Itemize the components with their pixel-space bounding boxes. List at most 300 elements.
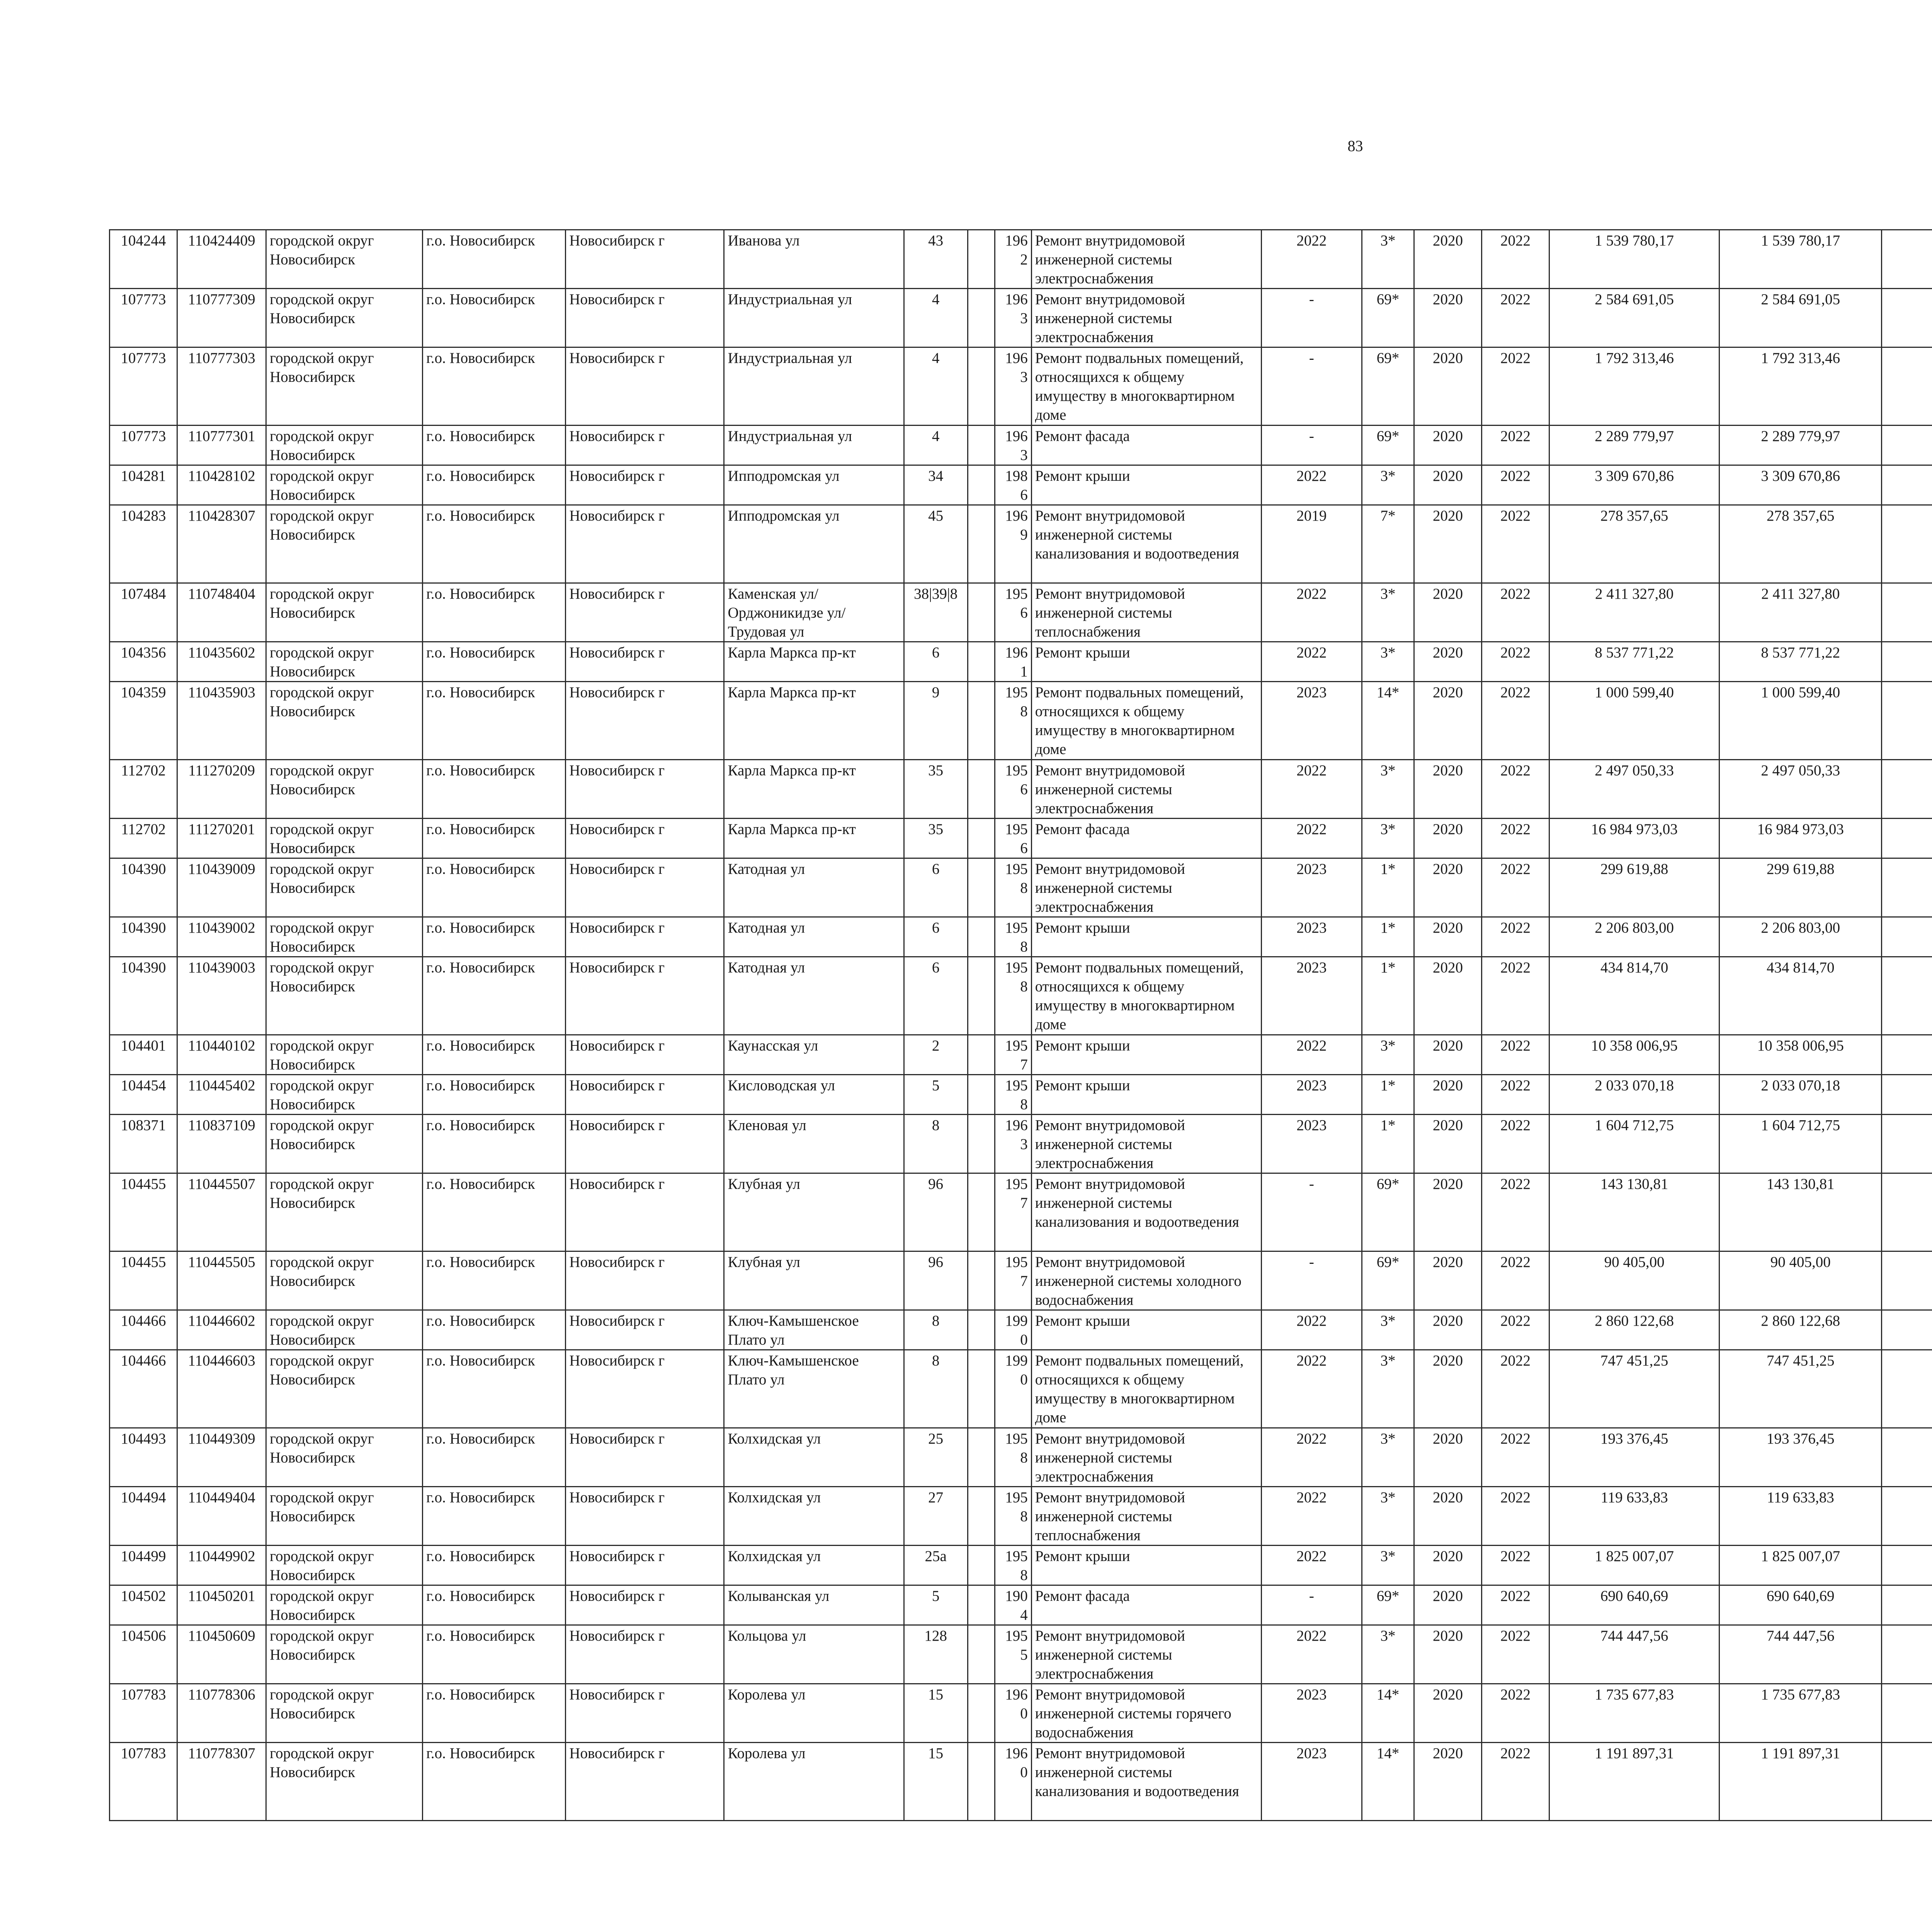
object-id-cell: 104244	[110, 230, 177, 289]
federal-budget-cell	[1882, 642, 1932, 682]
municipality-cell: г.о. Новосибирск	[423, 289, 566, 347]
federal-budget-cell	[1882, 1428, 1932, 1487]
plan-start-year-cell: 2020	[1414, 426, 1481, 465]
criterion-code-cell: 3*	[1362, 230, 1414, 289]
previous-repair-year-cell: 2022	[1261, 465, 1362, 505]
criterion-code-cell: 1*	[1362, 858, 1414, 917]
year-built-cell: 1956	[995, 760, 1031, 819]
work-type-cell: Ремонт подвальных помещений, относящихся к общему имуществу в многоквартирном доме	[1031, 1350, 1261, 1428]
federal-budget-cell	[1882, 819, 1932, 858]
building-letter-cell	[968, 858, 995, 917]
work-id-cell: 111270209	[177, 760, 266, 819]
fund-amount-cell: 2 289 779,97	[1719, 426, 1882, 465]
year-built-cell: 1904	[995, 1585, 1031, 1625]
plan-end-year-cell: 2022	[1482, 1743, 1549, 1821]
total-cost-cell: 8 537 771,22	[1549, 642, 1719, 682]
locality-cell: Новосибирск г	[566, 1035, 724, 1075]
year-built-cell: 1958	[995, 917, 1031, 957]
locality-cell: Новосибирск г	[566, 819, 724, 858]
plan-end-year-cell: 2022	[1482, 289, 1549, 347]
fund-amount-cell: 1 825 007,07	[1719, 1546, 1882, 1585]
work-type-cell: Ремонт подвальных помещений, относящихся к общему имуществу в многоквартирном доме	[1031, 957, 1261, 1035]
building-letter-cell	[968, 642, 995, 682]
locality-cell: Новосибирск г	[566, 289, 724, 347]
object-id-cell: 107773	[110, 426, 177, 465]
municipal-district-cell: городской округ Новосибирск	[266, 583, 423, 642]
house-number-cell: 43	[904, 230, 968, 289]
plan-end-year-cell: 2022	[1482, 1585, 1549, 1625]
municipality-cell: г.о. Новосибирск	[423, 1743, 566, 1821]
plan-end-year-cell: 2022	[1482, 1251, 1549, 1310]
house-number-cell: 128	[904, 1625, 968, 1684]
federal-budget-cell	[1882, 1035, 1932, 1075]
municipality-cell: г.о. Новосибирск	[423, 1350, 566, 1428]
building-letter-cell	[968, 230, 995, 289]
fund-amount-cell: 1 735 677,83	[1719, 1684, 1882, 1743]
federal-budget-cell	[1882, 682, 1932, 760]
total-cost-cell: 434 814,70	[1549, 957, 1719, 1035]
plan-start-year-cell: 2020	[1414, 858, 1481, 917]
building-letter-cell	[968, 1310, 995, 1350]
previous-repair-year-cell: 2023	[1261, 1075, 1362, 1115]
plan-start-year-cell: 2020	[1414, 957, 1481, 1035]
fund-amount-cell: 1 604 712,75	[1719, 1115, 1882, 1173]
federal-budget-cell	[1882, 760, 1932, 819]
house-number-cell: 35	[904, 819, 968, 858]
object-id-cell: 112702	[110, 760, 177, 819]
plan-start-year-cell: 2020	[1414, 1743, 1481, 1821]
plan-end-year-cell: 2022	[1482, 1173, 1549, 1251]
municipal-district-cell: городской округ Новосибирск	[266, 1035, 423, 1075]
fund-amount-cell: 2 860 122,68	[1719, 1310, 1882, 1350]
table-row	[110, 1251, 1932, 1310]
previous-repair-year-cell: 2023	[1261, 1743, 1362, 1821]
previous-repair-year-cell: -	[1261, 1585, 1362, 1625]
locality-cell: Новосибирск г	[566, 1743, 724, 1821]
street-cell: Карла Маркса пр-кт	[724, 819, 904, 858]
table-row	[110, 917, 1932, 957]
object-id-cell: 104499	[110, 1546, 177, 1585]
street-cell: Колхидская ул	[724, 1428, 904, 1487]
municipal-district-cell: городской округ Новосибирск	[266, 1743, 423, 1821]
work-id-cell: 110449404	[177, 1487, 266, 1546]
criterion-code-cell: 14*	[1362, 1684, 1414, 1743]
criterion-code-cell: 3*	[1362, 1487, 1414, 1546]
municipality-cell: г.о. Новосибирск	[423, 1035, 566, 1075]
building-letter-cell	[968, 682, 995, 760]
work-id-cell: 110777309	[177, 289, 266, 347]
table-row	[110, 426, 1932, 465]
work-id-cell: 110778306	[177, 1684, 266, 1743]
fund-amount-cell: 690 640,69	[1719, 1585, 1882, 1625]
criterion-code-cell: 69*	[1362, 426, 1414, 465]
street-cell: Кольцова ул	[724, 1625, 904, 1684]
year-built-cell: 1958	[995, 957, 1031, 1035]
table-row	[110, 682, 1932, 760]
work-id-cell: 110837109	[177, 1115, 266, 1173]
work-type-cell: Ремонт внутридомовой инженерной системы электроснабжения	[1031, 1625, 1261, 1684]
criterion-code-cell: 14*	[1362, 1743, 1414, 1821]
total-cost-cell: 90 405,00	[1549, 1251, 1719, 1310]
work-type-cell: Ремонт подвальных помещений, относящихся к общему имуществу в многоквартирном доме	[1031, 347, 1261, 426]
plan-start-year-cell: 2020	[1414, 1350, 1481, 1428]
work-id-cell: 110439009	[177, 858, 266, 917]
previous-repair-year-cell: 2022	[1261, 760, 1362, 819]
municipal-district-cell: городской округ Новосибирск	[266, 1350, 423, 1428]
work-id-cell: 110449902	[177, 1546, 266, 1585]
street-cell: Карла Маркса пр-кт	[724, 682, 904, 760]
object-id-cell: 107783	[110, 1684, 177, 1743]
work-id-cell: 110428307	[177, 505, 266, 583]
work-id-cell: 110748404	[177, 583, 266, 642]
federal-budget-cell	[1882, 957, 1932, 1035]
year-built-cell: 1990	[995, 1350, 1031, 1428]
building-letter-cell	[968, 957, 995, 1035]
total-cost-cell: 2 497 050,33	[1549, 760, 1719, 819]
street-cell: Каменская ул/Орджоникидзе ул/Трудовая ул	[724, 583, 904, 642]
year-built-cell: 1957	[995, 1251, 1031, 1310]
work-type-cell: Ремонт фасада	[1031, 1585, 1261, 1625]
locality-cell: Новосибирск г	[566, 505, 724, 583]
plan-start-year-cell: 2020	[1414, 917, 1481, 957]
municipal-district-cell: городской округ Новосибирск	[266, 1173, 423, 1251]
municipality-cell: г.о. Новосибирск	[423, 819, 566, 858]
municipality-cell: г.о. Новосибирск	[423, 347, 566, 426]
municipality-cell: г.о. Новосибирск	[423, 957, 566, 1035]
municipality-cell: г.о. Новосибирск	[423, 682, 566, 760]
total-cost-cell: 119 633,83	[1549, 1487, 1719, 1546]
previous-repair-year-cell: 2023	[1261, 1684, 1362, 1743]
street-cell: Клубная ул	[724, 1173, 904, 1251]
plan-start-year-cell: 2020	[1414, 505, 1481, 583]
object-id-cell: 104359	[110, 682, 177, 760]
table-row	[110, 1035, 1932, 1075]
federal-budget-cell	[1882, 426, 1932, 465]
municipality-cell: г.о. Новосибирск	[423, 642, 566, 682]
work-type-cell: Ремонт внутридомовой инженерной системы электроснабжения	[1031, 289, 1261, 347]
fund-amount-cell: 16 984 973,03	[1719, 819, 1882, 858]
fund-amount-cell: 2 584 691,05	[1719, 289, 1882, 347]
municipal-district-cell: городской округ Новосибирск	[266, 289, 423, 347]
municipal-district-cell: городской округ Новосибирск	[266, 230, 423, 289]
object-id-cell: 104455	[110, 1251, 177, 1310]
object-id-cell: 107773	[110, 289, 177, 347]
municipality-cell: г.о. Новосибирск	[423, 1546, 566, 1585]
table-row	[110, 858, 1932, 917]
plan-start-year-cell: 2020	[1414, 642, 1481, 682]
previous-repair-year-cell: 2019	[1261, 505, 1362, 583]
federal-budget-cell	[1882, 230, 1932, 289]
plan-start-year-cell: 2020	[1414, 1035, 1481, 1075]
street-cell: Карла Маркса пр-кт	[724, 642, 904, 682]
municipality-cell: г.о. Новосибирск	[423, 1585, 566, 1625]
federal-budget-cell	[1882, 1310, 1932, 1350]
work-type-cell: Ремонт крыши	[1031, 917, 1261, 957]
locality-cell: Новосибирск г	[566, 1625, 724, 1684]
street-cell: Катодная ул	[724, 858, 904, 917]
plan-end-year-cell: 2022	[1482, 505, 1549, 583]
municipality-cell: г.о. Новосибирск	[423, 917, 566, 957]
plan-start-year-cell: 2020	[1414, 1625, 1481, 1684]
plan-start-year-cell: 2020	[1414, 1428, 1481, 1487]
fund-amount-cell: 143 130,81	[1719, 1173, 1882, 1251]
fund-amount-cell: 90 405,00	[1719, 1251, 1882, 1310]
locality-cell: Новосибирск г	[566, 682, 724, 760]
federal-budget-cell	[1882, 1251, 1932, 1310]
municipality-cell: г.о. Новосибирск	[423, 760, 566, 819]
year-built-cell: 1956	[995, 819, 1031, 858]
total-cost-cell: 1 735 677,83	[1549, 1684, 1719, 1743]
plan-end-year-cell: 2022	[1482, 682, 1549, 760]
total-cost-cell: 2 584 691,05	[1549, 289, 1719, 347]
criterion-code-cell: 69*	[1362, 1173, 1414, 1251]
criterion-code-cell: 3*	[1362, 642, 1414, 682]
plan-end-year-cell: 2022	[1482, 1075, 1549, 1115]
work-type-cell: Ремонт внутридомовой инженерной системы электроснабжения	[1031, 858, 1261, 917]
object-id-cell: 104390	[110, 957, 177, 1035]
work-type-cell: Ремонт внутридомовой инженерной системы канализования и водоотведения	[1031, 1173, 1261, 1251]
house-number-cell: 8	[904, 1115, 968, 1173]
previous-repair-year-cell: -	[1261, 1173, 1362, 1251]
locality-cell: Новосибирск г	[566, 1075, 724, 1115]
year-built-cell: 1955	[995, 1625, 1031, 1684]
building-letter-cell	[968, 1115, 995, 1173]
municipality-cell: г.о. Новосибирск	[423, 1251, 566, 1310]
municipality-cell: г.о. Новосибирск	[423, 1075, 566, 1115]
work-id-cell: 110777301	[177, 426, 266, 465]
municipal-district-cell: городской округ Новосибирск	[266, 1684, 423, 1743]
table-row	[110, 583, 1932, 642]
plan-end-year-cell: 2022	[1482, 347, 1549, 426]
federal-budget-cell	[1882, 1487, 1932, 1546]
locality-cell: Новосибирск г	[566, 1487, 724, 1546]
work-id-cell: 110445402	[177, 1075, 266, 1115]
work-id-cell: 110450201	[177, 1585, 266, 1625]
municipality-cell: г.о. Новосибирск	[423, 1684, 566, 1743]
work-type-cell: Ремонт внутридомовой инженерной системы электроснабжения	[1031, 760, 1261, 819]
fund-amount-cell: 10 358 006,95	[1719, 1035, 1882, 1075]
previous-repair-year-cell: 2022	[1261, 583, 1362, 642]
building-letter-cell	[968, 505, 995, 583]
object-id-cell: 104454	[110, 1075, 177, 1115]
work-type-cell: Ремонт внутридомовой инженерной системы канализования и водоотведения	[1031, 505, 1261, 583]
municipal-district-cell: городской округ Новосибирск	[266, 1251, 423, 1310]
criterion-code-cell: 69*	[1362, 1251, 1414, 1310]
federal-budget-cell	[1882, 1350, 1932, 1428]
plan-end-year-cell: 2022	[1482, 760, 1549, 819]
plan-end-year-cell: 2022	[1482, 465, 1549, 505]
work-id-cell: 111270201	[177, 819, 266, 858]
house-number-cell: 25	[904, 1428, 968, 1487]
year-built-cell: 1958	[995, 1546, 1031, 1585]
previous-repair-year-cell: 2022	[1261, 1487, 1362, 1546]
previous-repair-year-cell: 2022	[1261, 230, 1362, 289]
work-type-cell: Ремонт внутридомовой инженерной системы теплоснабжения	[1031, 1487, 1261, 1546]
locality-cell: Новосибирск г	[566, 230, 724, 289]
federal-budget-cell	[1882, 917, 1932, 957]
house-number-cell: 38|39|8	[904, 583, 968, 642]
municipality-cell: г.о. Новосибирск	[423, 1625, 566, 1684]
table-row	[110, 957, 1932, 1035]
object-id-cell: 104390	[110, 917, 177, 957]
street-cell: Колыванская ул	[724, 1585, 904, 1625]
street-cell: Катодная ул	[724, 917, 904, 957]
municipality-cell: г.о. Новосибирск	[423, 583, 566, 642]
fund-amount-cell: 1 191 897,31	[1719, 1743, 1882, 1821]
plan-end-year-cell: 2022	[1482, 230, 1549, 289]
street-cell: Клубная ул	[724, 1251, 904, 1310]
year-built-cell: 1962	[995, 230, 1031, 289]
building-letter-cell	[968, 1743, 995, 1821]
house-number-cell: 96	[904, 1173, 968, 1251]
object-id-cell: 104466	[110, 1310, 177, 1350]
municipal-district-cell: городской округ Новосибирск	[266, 1075, 423, 1115]
locality-cell: Новосибирск г	[566, 1546, 724, 1585]
year-built-cell: 1958	[995, 682, 1031, 760]
previous-repair-year-cell: -	[1261, 347, 1362, 426]
building-letter-cell	[968, 1350, 995, 1428]
municipal-district-cell: городской округ Новосибирск	[266, 642, 423, 682]
table-row	[110, 760, 1932, 819]
object-id-cell: 104494	[110, 1487, 177, 1546]
street-cell: Колхидская ул	[724, 1546, 904, 1585]
object-id-cell: 108371	[110, 1115, 177, 1173]
municipality-cell: г.о. Новосибирск	[423, 1310, 566, 1350]
year-built-cell: 1958	[995, 1428, 1031, 1487]
municipality-cell: г.о. Новосибирск	[423, 1428, 566, 1487]
work-type-cell: Ремонт крыши	[1031, 1310, 1261, 1350]
criterion-code-cell: 1*	[1362, 1115, 1414, 1173]
work-id-cell: 110778307	[177, 1743, 266, 1821]
plan-start-year-cell: 2020	[1414, 1585, 1481, 1625]
table-row	[110, 1546, 1932, 1585]
federal-budget-cell	[1882, 505, 1932, 583]
federal-budget-cell	[1882, 583, 1932, 642]
table-row	[110, 1625, 1932, 1684]
plan-start-year-cell: 2020	[1414, 583, 1481, 642]
building-letter-cell	[968, 760, 995, 819]
fund-amount-cell: 8 537 771,22	[1719, 642, 1882, 682]
table-row	[110, 1428, 1932, 1487]
municipality-cell: г.о. Новосибирск	[423, 1173, 566, 1251]
building-letter-cell	[968, 465, 995, 505]
locality-cell: Новосибирск г	[566, 760, 724, 819]
previous-repair-year-cell: 2022	[1261, 819, 1362, 858]
plan-start-year-cell: 2020	[1414, 1173, 1481, 1251]
house-number-cell: 6	[904, 858, 968, 917]
year-built-cell: 1960	[995, 1743, 1031, 1821]
federal-budget-cell	[1882, 1075, 1932, 1115]
table-row	[110, 1350, 1932, 1428]
previous-repair-year-cell: 2022	[1261, 1310, 1362, 1350]
work-type-cell: Ремонт крыши	[1031, 1075, 1261, 1115]
object-id-cell: 104283	[110, 505, 177, 583]
house-number-cell: 6	[904, 917, 968, 957]
work-type-cell: Ремонт внутридомовой инженерной системы горячего водоснабжения	[1031, 1684, 1261, 1743]
previous-repair-year-cell: 2022	[1261, 1428, 1362, 1487]
federal-budget-cell	[1882, 1743, 1932, 1821]
house-number-cell: 35	[904, 760, 968, 819]
work-id-cell: 110450609	[177, 1625, 266, 1684]
criterion-code-cell: 14*	[1362, 682, 1414, 760]
plan-end-year-cell: 2022	[1482, 1487, 1549, 1546]
municipality-cell: г.о. Новосибирск	[423, 505, 566, 583]
house-number-cell: 6	[904, 957, 968, 1035]
street-cell: Индустриальная ул	[724, 289, 904, 347]
previous-repair-year-cell: 2022	[1261, 1035, 1362, 1075]
work-type-cell: Ремонт фасада	[1031, 819, 1261, 858]
total-cost-cell: 3 309 670,86	[1549, 465, 1719, 505]
previous-repair-year-cell: 2022	[1261, 642, 1362, 682]
municipal-district-cell: городской округ Новосибирск	[266, 1546, 423, 1585]
object-id-cell: 104390	[110, 858, 177, 917]
locality-cell: Новосибирск г	[566, 426, 724, 465]
year-built-cell: 1990	[995, 1310, 1031, 1350]
table-row	[110, 1684, 1932, 1743]
previous-repair-year-cell: -	[1261, 1251, 1362, 1310]
criterion-code-cell: 1*	[1362, 917, 1414, 957]
total-cost-cell: 690 640,69	[1549, 1585, 1719, 1625]
object-id-cell: 107773	[110, 347, 177, 426]
work-type-cell: Ремонт внутридомовой инженерной системы электроснабжения	[1031, 230, 1261, 289]
building-letter-cell	[968, 583, 995, 642]
total-cost-cell: 2 206 803,00	[1549, 917, 1719, 957]
plan-start-year-cell: 2020	[1414, 347, 1481, 426]
house-number-cell: 15	[904, 1743, 968, 1821]
plan-start-year-cell: 2020	[1414, 465, 1481, 505]
work-id-cell: 110439002	[177, 917, 266, 957]
total-cost-cell: 2 860 122,68	[1549, 1310, 1719, 1350]
locality-cell: Новосибирск г	[566, 1428, 724, 1487]
municipal-district-cell: городской округ Новосибирск	[266, 505, 423, 583]
street-cell: Ключ-Камышенское Плато ул	[724, 1310, 904, 1350]
building-letter-cell	[968, 1684, 995, 1743]
municipal-district-cell: городской округ Новосибирск	[266, 858, 423, 917]
year-built-cell: 1963	[995, 289, 1031, 347]
house-number-cell: 96	[904, 1251, 968, 1310]
table-row	[110, 1075, 1932, 1115]
plan-end-year-cell: 2022	[1482, 1310, 1549, 1350]
year-built-cell: 1963	[995, 347, 1031, 426]
street-cell: Индустриальная ул	[724, 347, 904, 426]
municipality-cell: г.о. Новосибирск	[423, 465, 566, 505]
work-id-cell: 110435903	[177, 682, 266, 760]
work-type-cell: Ремонт фасада	[1031, 426, 1261, 465]
house-number-cell: 4	[904, 289, 968, 347]
locality-cell: Новосибирск г	[566, 1173, 724, 1251]
previous-repair-year-cell: -	[1261, 426, 1362, 465]
plan-start-year-cell: 2020	[1414, 1487, 1481, 1546]
criterion-code-cell: 3*	[1362, 760, 1414, 819]
fund-amount-cell: 2 497 050,33	[1719, 760, 1882, 819]
plan-start-year-cell: 2020	[1414, 1684, 1481, 1743]
fund-amount-cell: 193 376,45	[1719, 1428, 1882, 1487]
building-letter-cell	[968, 1487, 995, 1546]
plan-end-year-cell: 2022	[1482, 426, 1549, 465]
fund-amount-cell: 1 000 599,40	[1719, 682, 1882, 760]
municipal-district-cell: городской округ Новосибирск	[266, 760, 423, 819]
plan-start-year-cell: 2020	[1414, 1075, 1481, 1115]
plan-start-year-cell: 2020	[1414, 289, 1481, 347]
street-cell: Карла Маркса пр-кт	[724, 760, 904, 819]
plan-end-year-cell: 2022	[1482, 1428, 1549, 1487]
work-type-cell: Ремонт внутридомовой инженерной системы электроснабжения	[1031, 1115, 1261, 1173]
locality-cell: Новосибирск г	[566, 1684, 724, 1743]
work-id-cell: 110439003	[177, 957, 266, 1035]
previous-repair-year-cell: 2023	[1261, 957, 1362, 1035]
total-cost-cell: 744 447,56	[1549, 1625, 1719, 1684]
street-cell: Королева ул	[724, 1684, 904, 1743]
